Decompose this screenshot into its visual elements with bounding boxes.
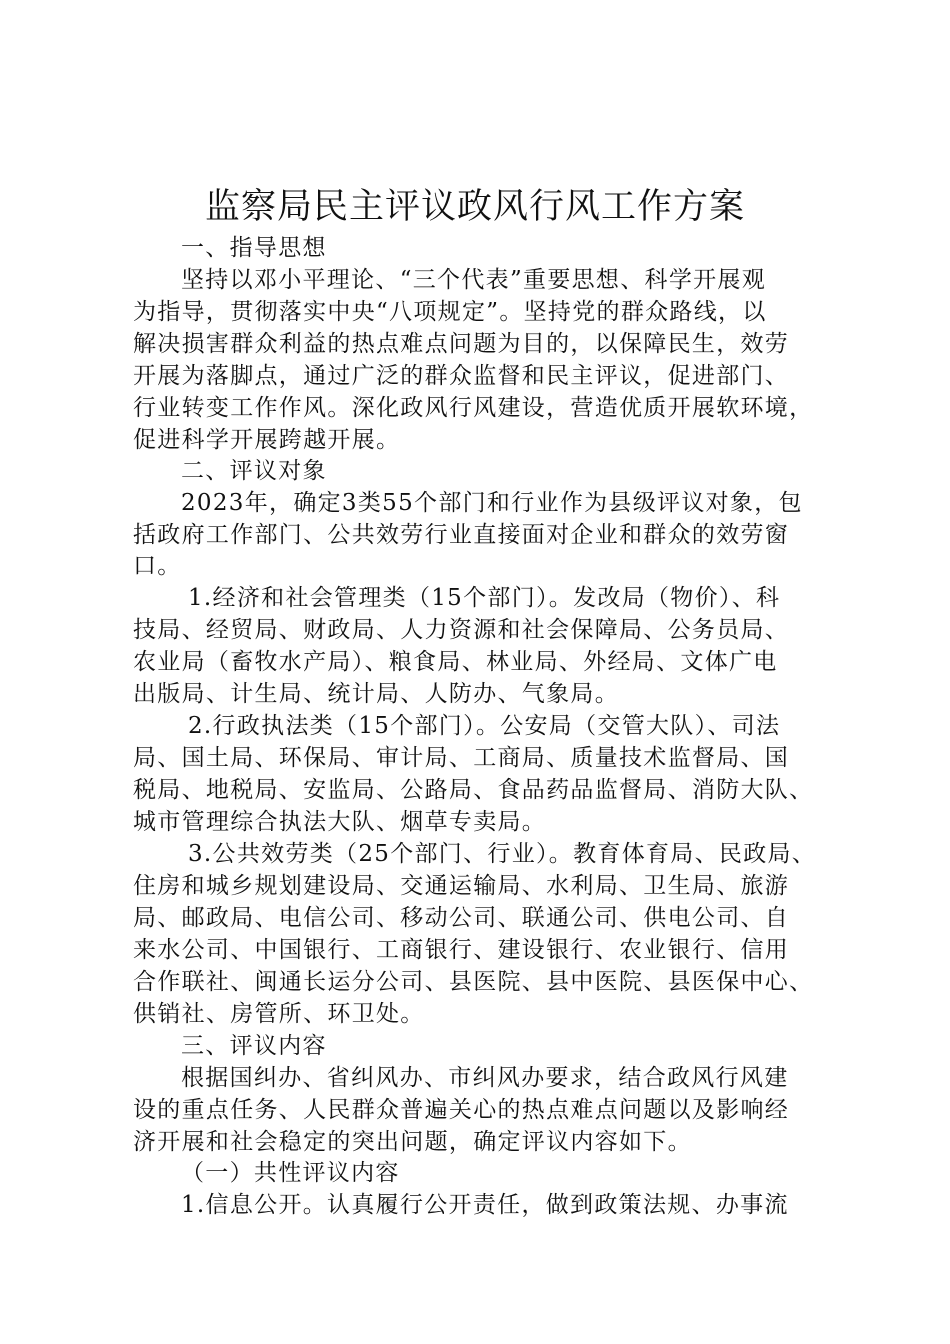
- paragraph-line: 局、国土局、环保局、审计局、工商局、质量技术监督局、国: [133, 745, 790, 771]
- paragraph-line: 开展为落脚点，通过广泛的群众监督和民主评议，促进部门、: [133, 363, 790, 389]
- paragraph-line: 2023年，确定3类55个部门和行业作为县级评议对象，包: [181, 490, 803, 516]
- paragraph-line: 出版局、计生局、统计局、人防办、气象局。: [133, 681, 619, 707]
- paragraph-line: 解决损害群众利益的热点难点问题为目的，以保障民生，效劳: [133, 331, 790, 357]
- paragraph-line: 税局、地税局、安监局、公路局、食品药品监督局、消防大队、: [133, 777, 814, 803]
- paragraph-line: 根据国纠办、省纠风办、市纠风办要求，结合政风行风建: [181, 1065, 789, 1091]
- paragraph-line: 供销社、房管所、环卫处。: [133, 1001, 425, 1027]
- paragraph-line: 来水公司、中国银行、工商银行、建设银行、农业银行、信用: [133, 937, 790, 963]
- list-item-public-service: 3.公共效劳类（25个部门、行业）。教育体育局、民政局、: [188, 841, 817, 867]
- paragraph-line: 促进科学开展跨越开展。: [133, 427, 401, 453]
- paragraph-line: 农业局（畜牧水产局）、粮食局、林业局、外经局、文体广电: [133, 649, 778, 675]
- paragraph-line: 行业转变工作作风。深化政风行风建设，营造优质开展软环境，: [133, 395, 814, 421]
- paragraph-line: 技局、经贸局、财政局、人力资源和社会保障局、公务员局、: [133, 617, 790, 643]
- paragraph-line: 设的重点任务、人民群众普遍关心的热点难点问题以及影响经: [133, 1097, 790, 1123]
- list-item-law-enforcement: 2.行政执法类（15个部门）。公安局（交管大队）、司法: [188, 713, 781, 739]
- paragraph-line: 口。: [133, 553, 182, 579]
- paragraph-line: 1.信息公开。认真履行公开责任，做到政策法规、办事流: [181, 1192, 789, 1218]
- paragraph-line: 合作联社、闽通长运分公司、县医院、县中医院、县医保中心、: [133, 969, 814, 995]
- paragraph-line: 坚持以邓小平理论、“三个代表”重要思想、科学开展观: [181, 267, 767, 293]
- paragraph-line: 括政府工作部门、公共效劳行业直接面对企业和群众的效劳窗: [133, 522, 790, 548]
- subheading-common-content: （一）共性评议内容: [181, 1160, 400, 1186]
- heading-evaluation-targets: 二、评议对象: [181, 458, 327, 484]
- list-item-economic-social: 1.经济和社会管理类（15个部门）。发改局（物价）、科: [188, 585, 781, 611]
- paragraph-line: 济开展和社会稳定的突出问题，确定评议内容如下。: [133, 1129, 692, 1155]
- paragraph-line: 住房和城乡规划建设局、交通运输局、水利局、卫生局、旅游: [133, 873, 790, 899]
- paragraph-line: 为指导，贯彻落实中央“八项规定”。坚持党的群众路线，以: [133, 299, 767, 325]
- document-title: 监察局民主评议政风行风工作方案: [204, 187, 745, 227]
- paragraph-line: 局、邮政局、电信公司、移动公司、联通公司、供电公司、自: [133, 905, 790, 931]
- paragraph-line: 城市管理综合执法大队、烟草专卖局。: [133, 809, 547, 835]
- heading-guiding-ideology: 一、指导思想: [181, 235, 327, 261]
- heading-evaluation-content: 三、评议内容: [181, 1033, 327, 1059]
